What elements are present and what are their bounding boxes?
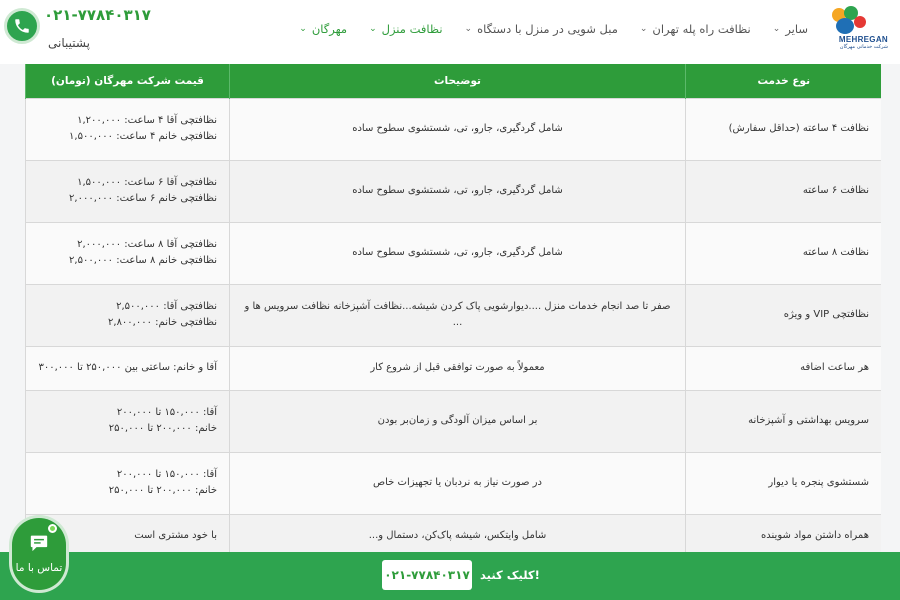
site-logo[interactable]: [824, 6, 888, 54]
cell-description: معمولاً به صورت توافقی قبل از شروع کار: [230, 346, 686, 390]
cell-service: نظافتچی VIP و ویژه: [686, 284, 882, 346]
cell-price: [26, 346, 230, 390]
logo-text: MEHREGAN: [838, 35, 888, 44]
header-price: قیمت شرکت مهرگان (تومان): [26, 64, 230, 98]
header-contact[interactable]: [4, 6, 151, 58]
cell-price: [26, 284, 230, 346]
contact-us-button[interactable]: [12, 518, 66, 590]
cell-service: هر ساعت اضافه: [686, 346, 882, 390]
logo-mark-icon: [830, 6, 870, 34]
header-phone-number[interactable]: ۰۲۱-۷۷۸۴۰۳۱۷: [44, 6, 151, 24]
main-nav: [299, 22, 808, 36]
phone-icon[interactable]: [4, 8, 40, 44]
online-status-dot: [48, 524, 57, 533]
cell-service: همراه داشتن مواد شوینده: [686, 514, 882, 552]
price-line: آقا: ۱۵۰,۰۰۰ تا ۲۰۰,۰۰۰: [116, 407, 217, 418]
price-line: با خود مشتری است: [134, 530, 217, 541]
price-line: نظافتچی آقا ۸ ساعت: ۲,۰۰۰,۰۰۰: [77, 239, 217, 250]
support-label: پشتیبانی: [48, 36, 90, 50]
chevron-down-icon: ⌄: [464, 24, 473, 34]
cell-description: شامل گردگیری، جارو، تی، شستشوی سطوح ساده: [230, 98, 686, 160]
nav-item-label: مهرگان: [311, 22, 348, 36]
chevron-down-icon: ⌄: [299, 24, 307, 34]
cell-description: صفر تا صد انجام خدمات منزل ....دیوارشویی پاک کردن شیشه...نظافت آشپزخانه نظافت سرویس ها و ...: [230, 284, 686, 346]
table-row: [26, 346, 882, 390]
cell-service: نظافت ۶ ساعته: [686, 160, 882, 222]
nav-item-label: مبل شویی در منزل با دستگاه: [477, 22, 618, 36]
price-table-container: [25, 64, 881, 552]
price-line: نظافتچی خانم ۶ ساعت: ۲,۰۰۰,۰۰۰: [69, 193, 217, 204]
price-line: نظافتچی آقا ۶ ساعت: ۱,۵۰۰,۰۰۰: [77, 177, 217, 188]
nav-item-home-cleaning[interactable]: [369, 22, 442, 36]
cell-description: در صورت نیاز به نردبان یا تجهیزات خاص: [230, 452, 686, 514]
cell-description: بر اساس میزان آلودگی و زمان‌بر بودن: [230, 390, 686, 452]
cell-service: شستشوی پنجره یا دیوار: [686, 452, 882, 514]
chevron-down-icon: ⌄: [772, 24, 781, 34]
cell-price: [26, 222, 230, 284]
cell-price: [26, 98, 230, 160]
table-row: [26, 390, 882, 452]
footer-call-bar: [0, 552, 900, 600]
table-row: [26, 98, 882, 160]
price-line: آقا و خانم: ساعتی بین ۲۵۰,۰۰۰ تا ۳۰۰,۰۰۰: [38, 362, 217, 373]
table-header-row: [26, 64, 882, 98]
price-line: نظافتچی خانم ۴ ساعت: ۱,۵۰۰,۰۰۰: [69, 131, 217, 142]
cell-description: شامل گردگیری، جارو، تی، شستشوی سطوح ساده: [230, 160, 686, 222]
cell-price: [26, 160, 230, 222]
price-line: نظافتچی خانم: ۲,۸۰۰,۰۰۰: [108, 317, 217, 328]
table-row: [26, 514, 882, 552]
footer-phone-button[interactable]: ۰۲۱-۷۷۸۴۰۳۱۷: [382, 560, 472, 590]
table-row: [26, 160, 882, 222]
cell-service: نظافت ۴ ساعته (حداقل سفارش): [686, 98, 882, 160]
price-line: خانم: ۲۰۰,۰۰۰ تا ۲۵۰,۰۰۰: [108, 485, 217, 496]
price-line: نظافتچی آقا ۴ ساعت: ۱,۲۰۰,۰۰۰: [77, 115, 217, 126]
price-line: نظافتچی آقا: ۲,۵۰۰,۰۰۰: [116, 301, 217, 312]
click-label[interactable]: کلیک کنید!: [480, 568, 540, 582]
cell-price: [26, 452, 230, 514]
nav-item-label: نظافت راه پله تهران: [652, 22, 751, 36]
header-service-type: نوع خدمت: [686, 64, 882, 98]
cell-description: شامل گردگیری، جارو، تی، شستشوی سطوح ساده: [230, 222, 686, 284]
contact-us-label: تماس با ما: [15, 562, 63, 574]
chevron-down-icon: ⌄: [639, 24, 648, 34]
table-row: [26, 284, 882, 346]
site-header: [0, 0, 900, 64]
price-line: آقا: ۱۵۰,۰۰۰ تا ۲۰۰,۰۰۰: [116, 469, 217, 480]
table-row: [26, 222, 882, 284]
header-description: توضیحات: [230, 64, 686, 98]
nav-item-mehregan[interactable]: [299, 22, 347, 36]
price-line: نظافتچی خانم ۸ ساعت: ۲,۵۰۰,۰۰۰: [69, 255, 217, 266]
nav-item-stair-cleaning[interactable]: [640, 22, 751, 36]
chat-icon: [29, 534, 49, 556]
cell-price: [26, 390, 230, 452]
logo-subtitle: شرکت خدماتی مهرگان: [839, 44, 888, 50]
nav-item-other[interactable]: [773, 22, 808, 36]
nav-item-label: نظافت منزل: [381, 22, 443, 36]
cell-description: شامل وایتکس، شیشه پاک‌کن، دستمال و...: [230, 514, 686, 552]
nav-item-label: سایر: [785, 22, 808, 36]
cell-service: نظافت ۸ ساعته: [686, 222, 882, 284]
nav-item-sofa-cleaning[interactable]: [465, 22, 618, 36]
chevron-down-icon: ⌄: [369, 24, 377, 34]
table-row: [26, 452, 882, 514]
price-table: [25, 64, 881, 552]
cell-service: سرویس بهداشتی و آشپزخانه: [686, 390, 882, 452]
price-line: خانم: ۲۰۰,۰۰۰ تا ۲۵۰,۰۰۰: [108, 423, 217, 434]
